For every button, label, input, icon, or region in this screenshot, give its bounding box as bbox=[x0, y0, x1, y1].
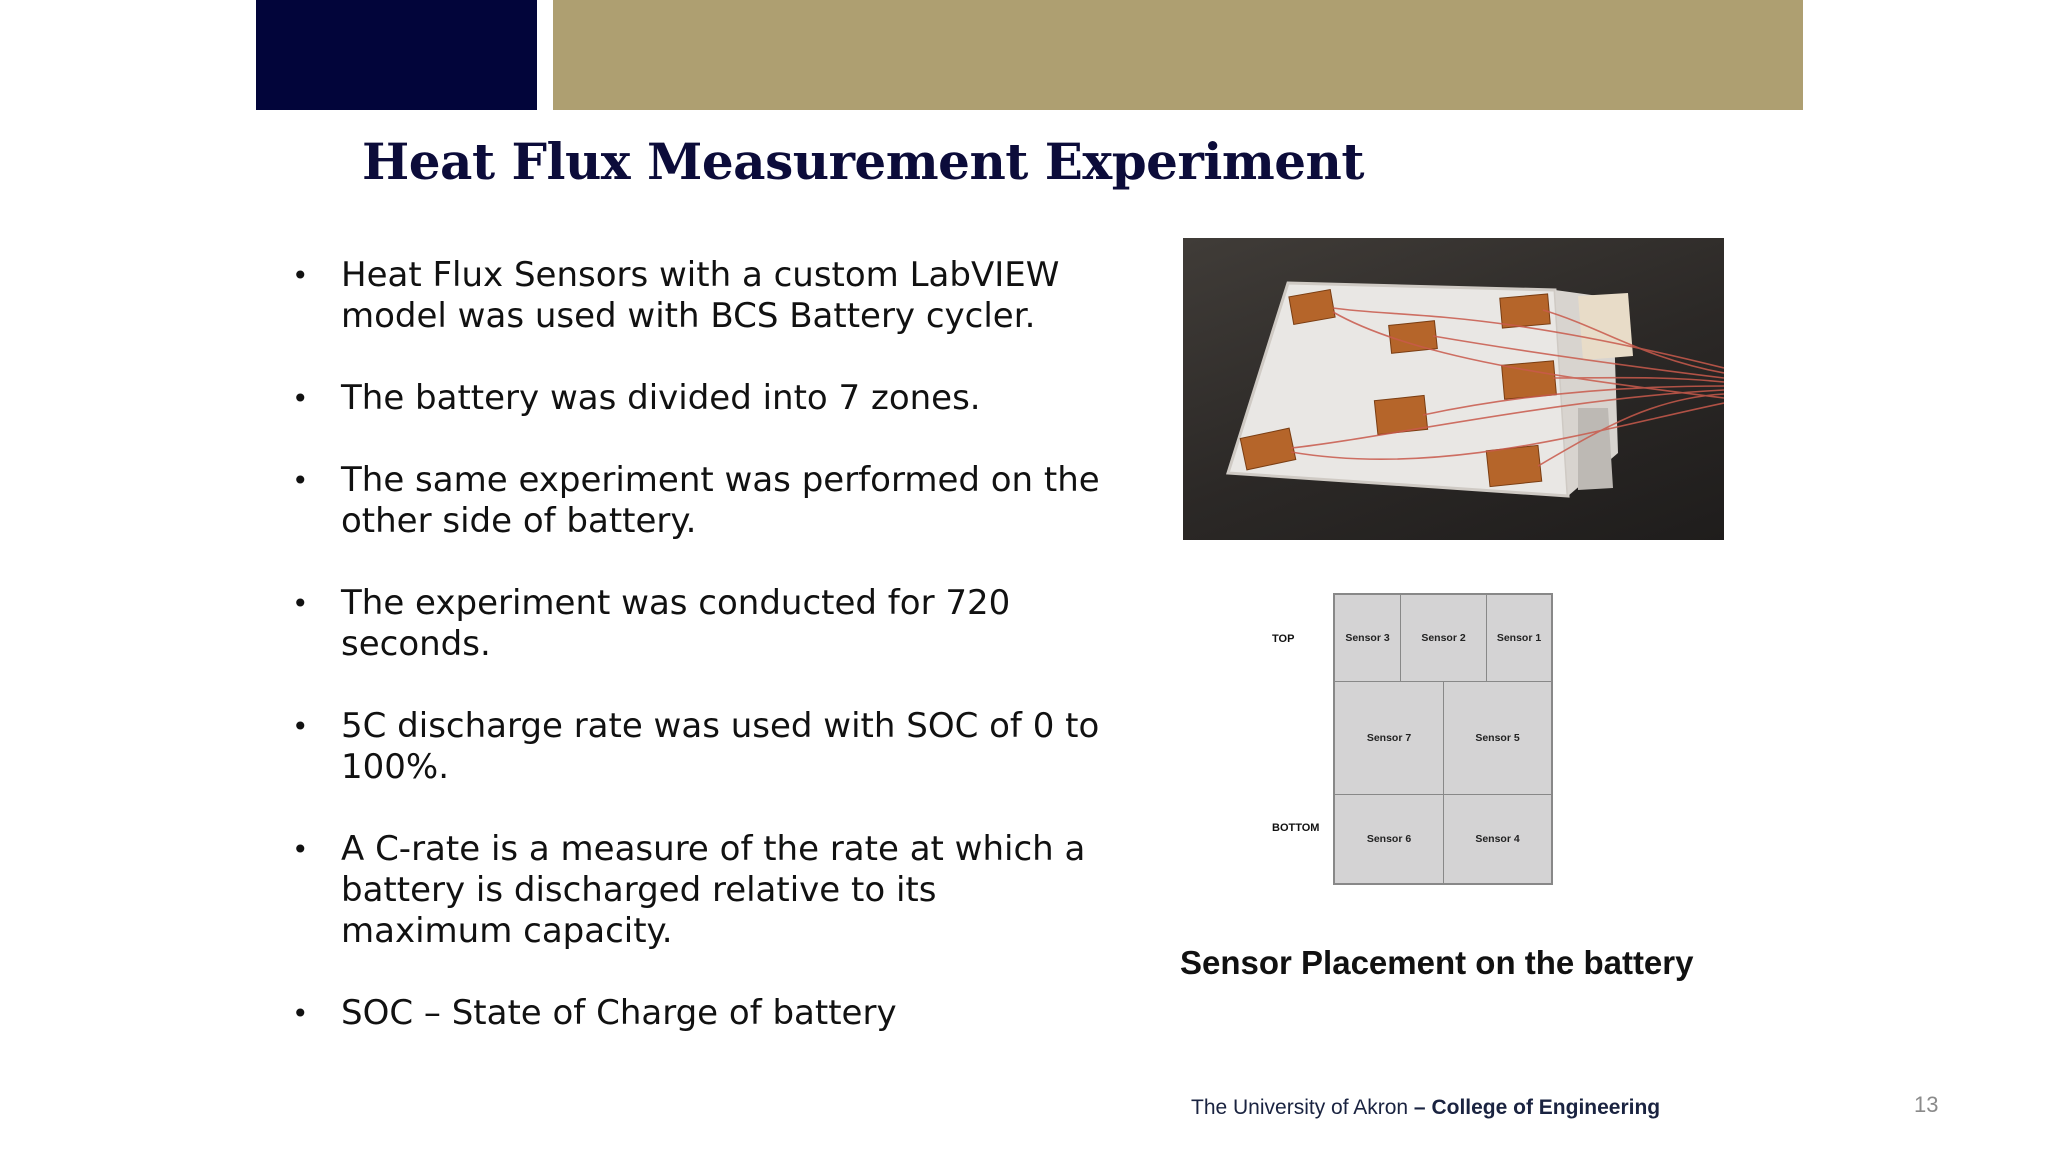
sensor-cell: Sensor 2 bbox=[1400, 594, 1487, 682]
bullet-list bbox=[286, 255, 1106, 1075]
sensor-cell: Sensor 5 bbox=[1443, 681, 1552, 795]
diagram-caption: Sensor Placement on the battery bbox=[1180, 944, 1694, 981]
bullet-text: The experiment was conducted for 720 seconds. bbox=[341, 583, 1011, 664]
battery-sensor-photo bbox=[1183, 238, 1724, 540]
bullet-dot: • bbox=[292, 997, 309, 1030]
header-navy-bar bbox=[256, 0, 537, 110]
bullet-item bbox=[286, 706, 1106, 788]
footer-college: College of Engineering bbox=[1431, 1096, 1661, 1119]
sensor-cell: Sensor 7 bbox=[1334, 681, 1444, 795]
bullet-dot: • bbox=[292, 833, 309, 866]
bullet-text: A C-rate is a measure of the rate at which a battery is discharged relative to its maximum capacity. bbox=[341, 829, 1086, 951]
top-label: TOP bbox=[1272, 633, 1295, 645]
bullet-dot: • bbox=[292, 464, 309, 497]
footer bbox=[1191, 1096, 1660, 1120]
header-gold-bar bbox=[553, 0, 1803, 110]
page-number: 13 bbox=[1914, 1092, 1939, 1117]
bullet-item bbox=[286, 829, 1106, 952]
bullet-text: 5C discharge rate was used with SOC of 0 to 100%. bbox=[341, 706, 1100, 787]
footer-separator: – bbox=[1408, 1096, 1432, 1119]
bullet-dot: • bbox=[292, 382, 309, 415]
bullet-item bbox=[286, 460, 1106, 542]
bullet-item bbox=[286, 378, 1106, 419]
sensor-cell: Sensor 6 bbox=[1334, 794, 1444, 884]
bullet-dot: • bbox=[292, 259, 309, 292]
footer-university: The University of Akron bbox=[1191, 1096, 1409, 1119]
bullet-text: Heat Flux Sensors with a custom LabVIEW model was used with BCS Battery cycler. bbox=[341, 255, 1060, 336]
bullet-text: The battery was divided into 7 zones. bbox=[341, 378, 981, 418]
bullet-item bbox=[286, 583, 1106, 665]
bullet-dot: • bbox=[292, 710, 309, 743]
bullet-item bbox=[286, 993, 1106, 1034]
bullet-dot: • bbox=[292, 587, 309, 620]
battery-photo-illustration bbox=[1183, 238, 1724, 540]
sensor-cell: Sensor 3 bbox=[1334, 594, 1401, 682]
bottom-label: BOTTOM bbox=[1272, 822, 1320, 834]
bullet-text: The same experiment was performed on the other side of battery. bbox=[341, 460, 1100, 541]
battery-grid bbox=[1333, 593, 1553, 885]
slide-title: Heat Flux Measurement Experiment bbox=[362, 132, 1364, 191]
bullet-item bbox=[286, 255, 1106, 337]
bullet-text: SOC – State of Charge of battery bbox=[341, 993, 897, 1033]
sensor-cell: Sensor 1 bbox=[1486, 594, 1552, 682]
sensor-cell: Sensor 4 bbox=[1443, 794, 1552, 884]
sensor-placement-diagram bbox=[1260, 590, 1580, 890]
